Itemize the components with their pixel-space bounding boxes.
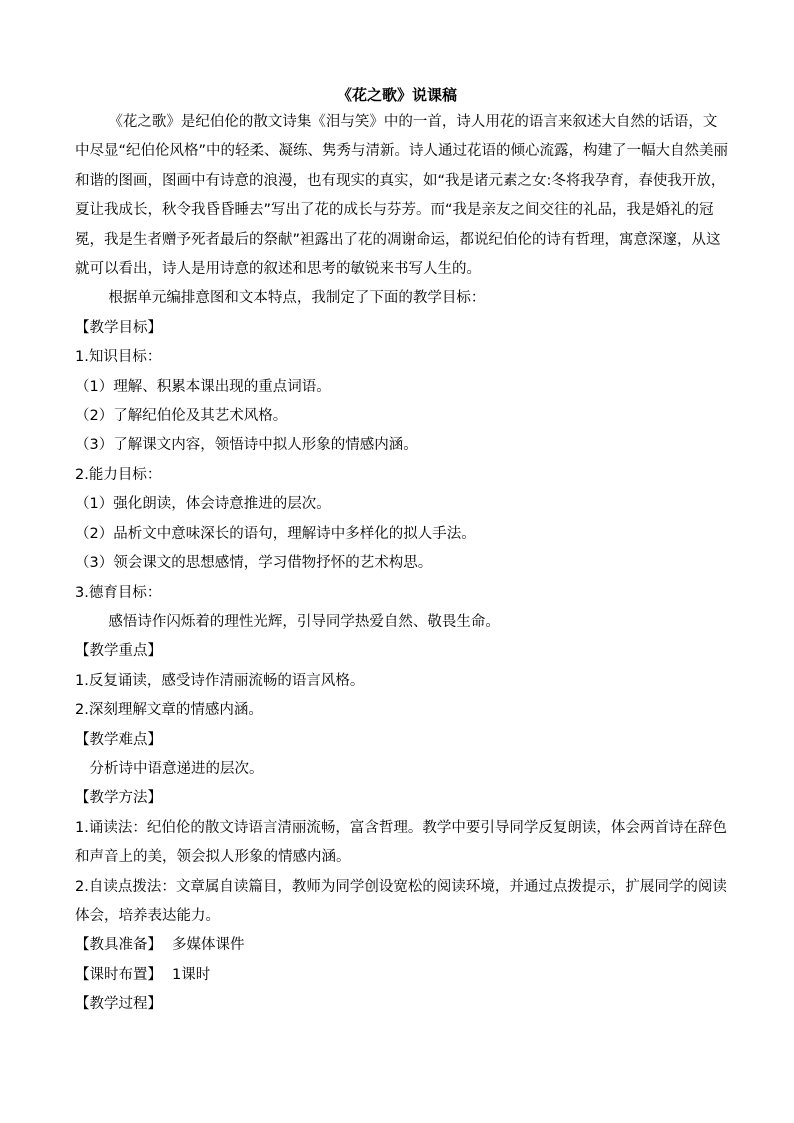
intro-paragraph: 《花之歌》是纪伯伦的散文诗集《泪与笑》中的一首，诗人用花的语言来叙述大自然的话语，文中尽显“纪伯伦风格”中的轻柔、凝练、隽秀与清新。诗人通过花语的倾心流露，构建了一幅大自然美丽和谐的图画，图画中有诗意的浪漫，也有现实的真实，如“我是诸元素之女:冬将我孕育，春使我开放，夏让我成长，秋令我昏昏睡去”写出了花的成长与芬芳。而“我是亲友之间交往的礼品，我是婚礼的冠冕，我是生者赠予死者最后的祭献”袒露出了花的凋谢命运，都说纪伯伦的诗有哲理，寓意深邃，从这就可以看出，诗人是用诗意的叙述和思考的敏锐来书写人生的。 <box>75 114 729 278</box>
ability-item: （1）强化朗读，体会诗意推进的层次。 <box>75 496 331 513</box>
time-line <box>75 961 729 990</box>
document-title: 《花之歌》说课稿 <box>336 86 457 104</box>
time-value: 1课时 <box>172 966 211 983</box>
moral-text: 感悟诗作闪烁着的理性光辉，引导同学热爱自然、敬畏生命。 <box>108 613 500 630</box>
knowledge-item: （3）了解课文内容，领悟诗中拟人形象的情感内涵。 <box>75 437 418 454</box>
section-heading-key: 【教学重点】 <box>75 643 162 660</box>
time-label: 【课时布置】 <box>75 966 162 983</box>
knowledge-item: （2）了解纪伯伦及其艺术风格。 <box>75 408 288 425</box>
key-item: 2.深刻理解文章的情感内涵。 <box>75 702 263 719</box>
tools-label: 【教具准备】 <box>75 937 162 954</box>
method-item: 1.诵读法：纪伯伦的散文诗语言清丽流畅，富含哲理。教学中要引导同学反复朗读，体会两首诗在辞色和声音上的美，领会拟人形象的情感内涵。 <box>75 819 727 866</box>
section-heading-process: 【教学过程】 <box>75 996 162 1013</box>
ability-item: （3）领会课文的思想感情，学习借物抒怀的艺术构思。 <box>75 555 433 572</box>
knowledge-heading: 1.知识目标： <box>75 349 162 366</box>
goals-intro: 根据单元编排意图和文本特点，我制定了下面的教学目标： <box>108 290 486 307</box>
document-body <box>75 108 729 1020</box>
knowledge-item: （1）理解、积累本课出现的重点词语。 <box>75 378 331 395</box>
difficulty-text: 分析诗中语意递进的层次。 <box>89 760 264 777</box>
section-heading-difficulty: 【教学难点】 <box>75 731 162 748</box>
method-item: 2.自读点拨法：文章属自读篇目，教师为同学创设宽松的阅读环境，并通过点拨提示，扩展同学的阅读体会，培养表达能力。 <box>75 878 727 924</box>
ability-item: （2）品析文中意味深长的语句，理解诗中多样化的拟人手法。 <box>75 525 476 542</box>
moral-heading: 3.德育目标： <box>75 584 162 601</box>
section-heading-goals: 【教学目标】 <box>75 319 162 336</box>
tools-line <box>75 931 729 960</box>
section-heading-methods: 【教学方法】 <box>75 790 162 807</box>
tools-value: 多媒体课件 <box>172 937 245 954</box>
ability-heading: 2.能力目标： <box>75 466 162 483</box>
key-item: 1.反复诵读，感受诗作清丽流畅的语言风格。 <box>75 672 365 689</box>
